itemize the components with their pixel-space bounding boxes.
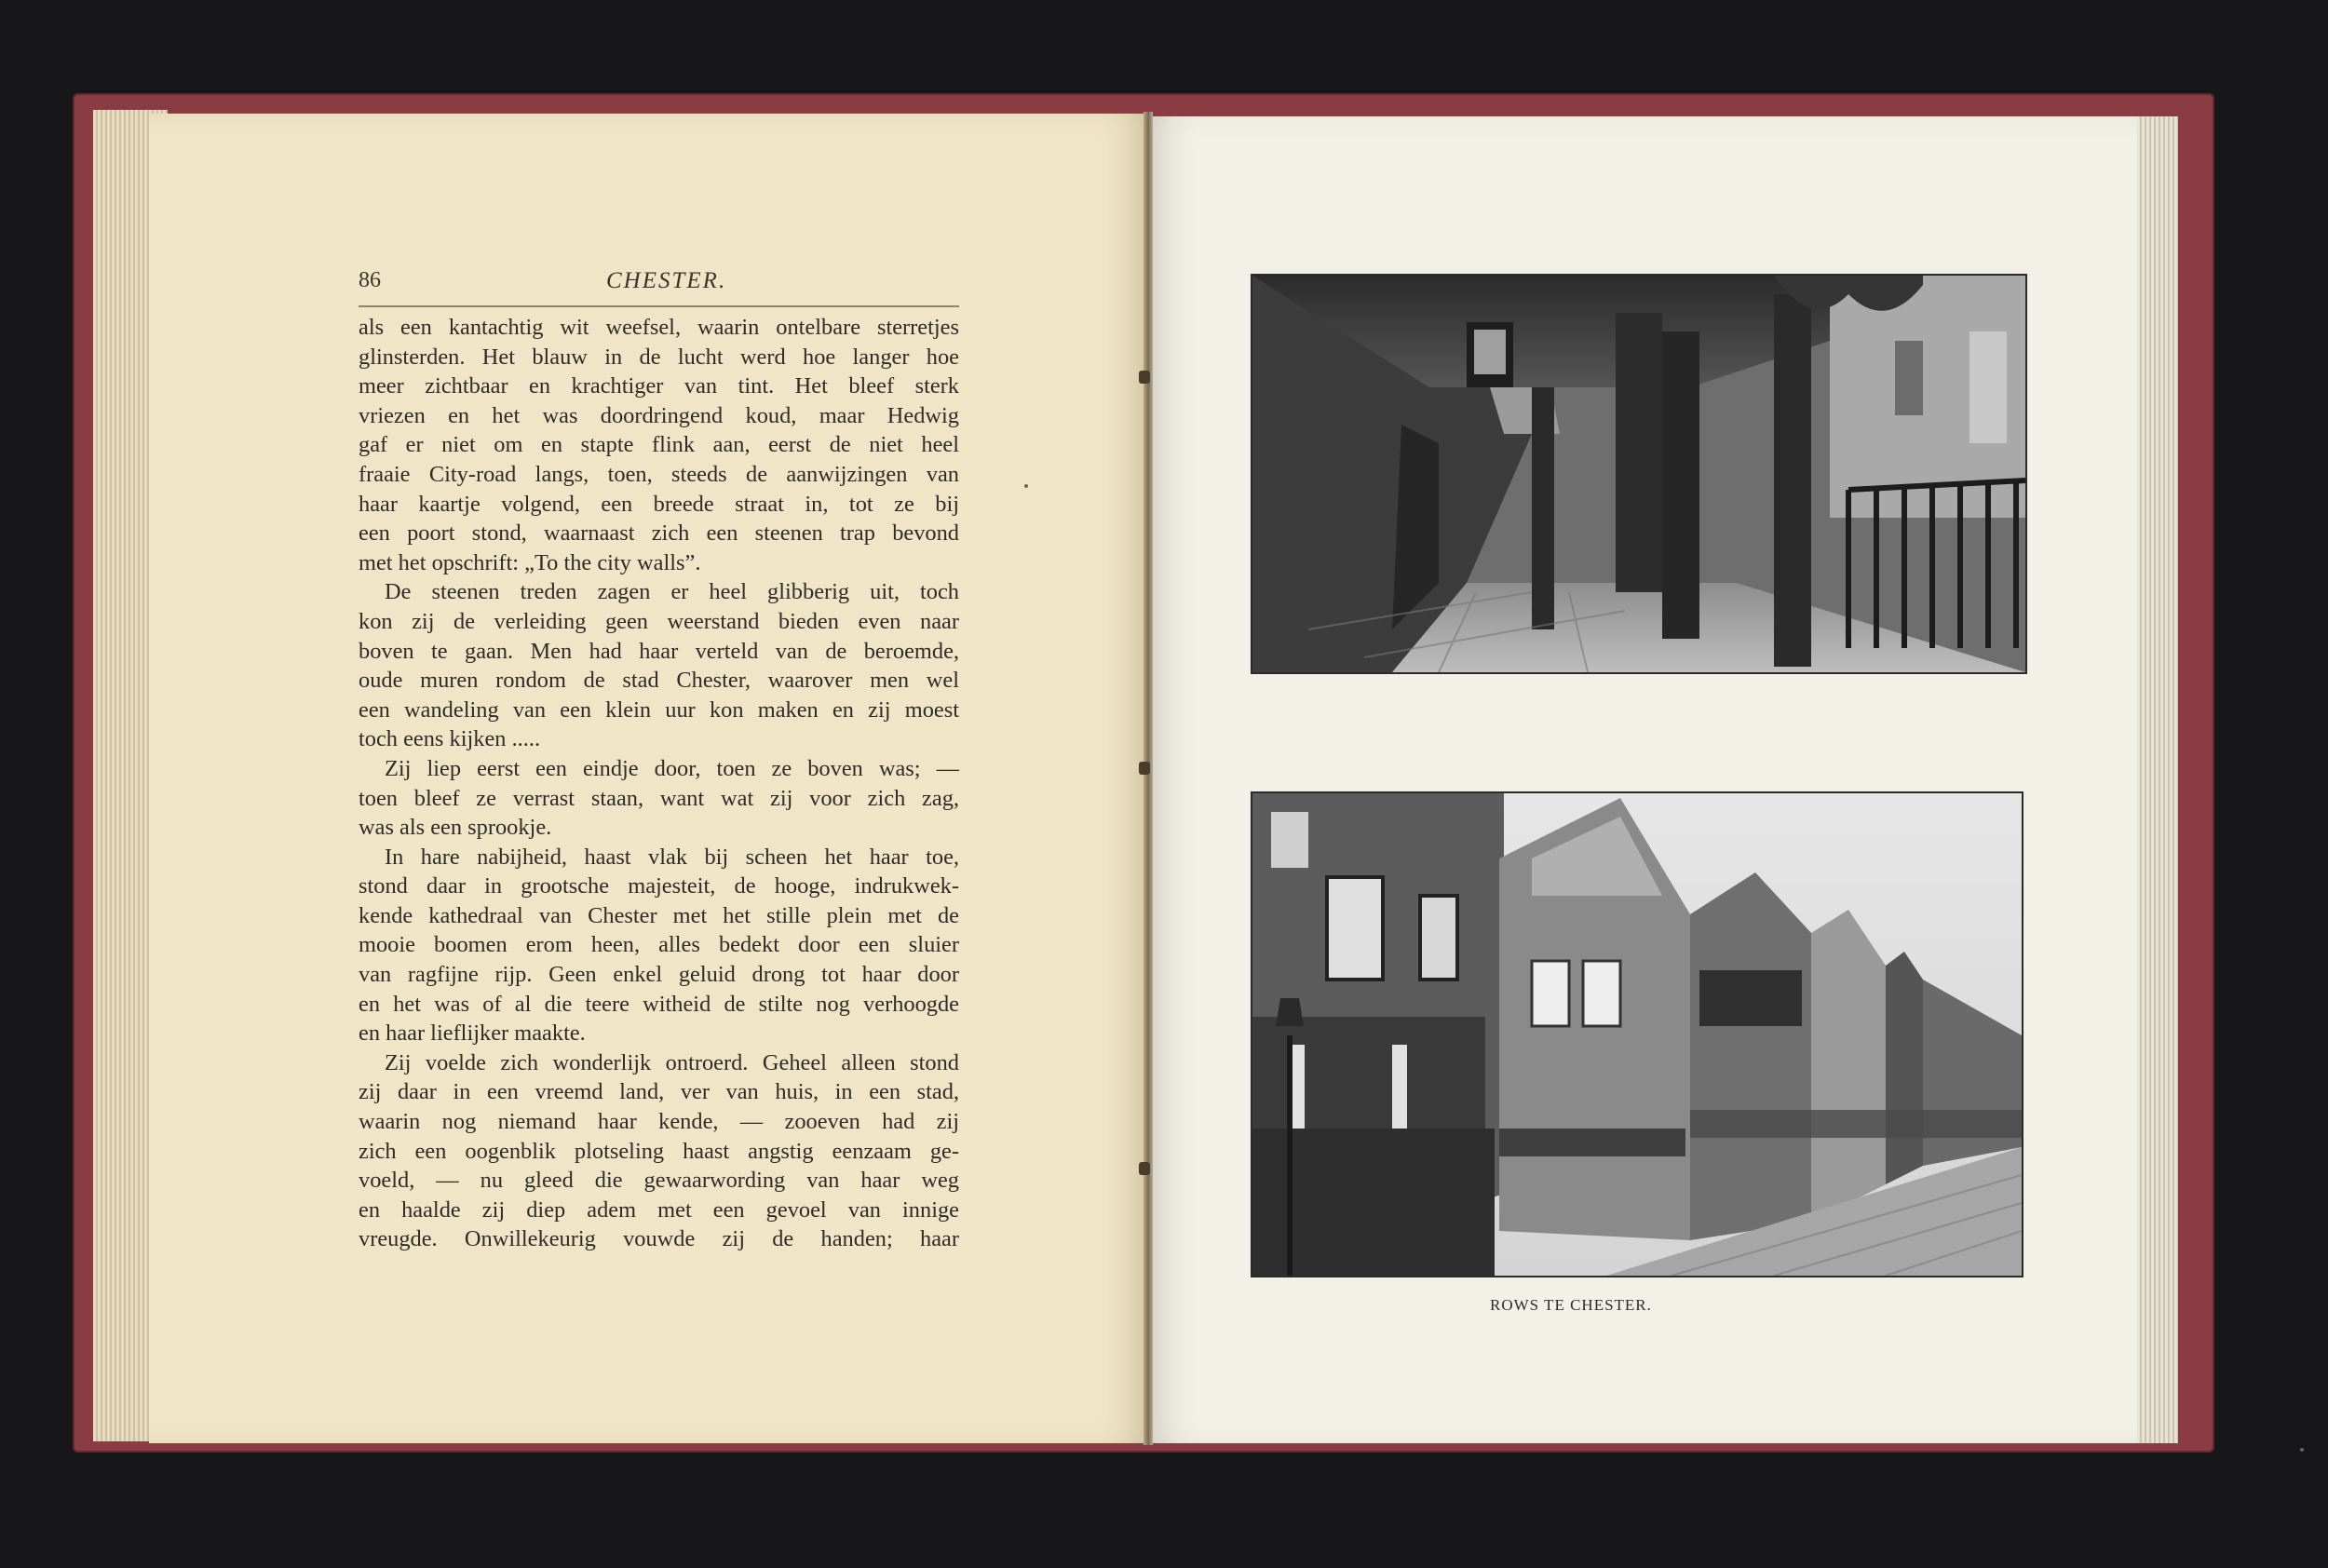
text-line: toch eens kijken ..... xyxy=(359,726,541,752)
text-line: zich een oogenblik plotseling haast angstig eenzaam ge- xyxy=(359,1138,959,1164)
text-line: vriezen en het was doordringend koud, maar Hedwig xyxy=(359,402,959,428)
text-line: mooie boomen erom heen, alles bedekt door een sluier xyxy=(359,932,959,958)
text-line: voeld, — nu gleed die gewaarwording van haar weg xyxy=(359,1168,959,1194)
photo-rows-gallery xyxy=(1251,274,2027,674)
page-number: 86 xyxy=(359,268,381,292)
text-line: vreugde. Onwillekeurig vouwde zij de handen; haar xyxy=(359,1226,959,1252)
text-line: De steenen treden zagen er heel glibberig uit, toch xyxy=(385,579,959,605)
text-line: kende kathedraal van Chester met het stille plein met de xyxy=(359,902,959,928)
text-line: Zij liep eerst een eindje door, toen ze boven was; — xyxy=(385,755,959,781)
body-text xyxy=(359,313,959,1254)
text-line: kon zij de verleiding geen weerstand bieden even naar xyxy=(359,608,959,634)
binding-stitch xyxy=(1139,1162,1150,1175)
text-line: glinsterden. Het blauw in de lucht werd hoe langer hoe xyxy=(359,344,959,370)
text-line: waarin nog niemand haar kende, — zooeven had zij xyxy=(359,1109,959,1135)
text-line: stond daar in grootsche majesteit, de hooge, indrukwek- xyxy=(359,873,959,899)
text-line: een wandeling van een klein uur kon maken en zij moest xyxy=(359,696,959,723)
text-line: gaf er niet om en stapte flink aan, eerst de niet heel xyxy=(359,432,959,458)
text-line: en haar lieflijker maakte. xyxy=(359,1021,586,1047)
text-line: en haalde zij diep adem met een gevoel van innige xyxy=(359,1196,959,1223)
text-line: toen bleef ze verrast staan, want wat zij voor zich zag, xyxy=(359,785,959,811)
text-line: Zij voelde zich wonderlijk ontroerd. Geheel alleen stond xyxy=(385,1049,959,1075)
paper-speck xyxy=(2300,1448,2304,1452)
text-line: In hare nabijheid, haast vlak bij scheen het haar toe, xyxy=(385,844,959,870)
text-line: oude muren rondom de stad Chester, waarover men wel xyxy=(359,668,959,694)
text-line: met het opschrift: „To the city walls”. xyxy=(359,549,701,575)
photo-caption: ROWS TE CHESTER. xyxy=(1490,1296,1652,1314)
text-line: en het was of al die teere witheid de stilte nog verhoogde xyxy=(359,991,959,1017)
binding-stitch xyxy=(1139,762,1150,775)
text-line: was als een sprookje. xyxy=(359,815,552,841)
text-line: zij daar in een vreemd land, ver van huis, in een stad, xyxy=(359,1079,959,1105)
page-edges-right xyxy=(2137,116,2178,1443)
text-line: als een kantachtig wit weefsel, waarin ontelbare sterretjes xyxy=(359,315,959,340)
paper-speck xyxy=(1024,484,1028,488)
binding-stitch xyxy=(1139,371,1150,384)
running-head xyxy=(359,268,959,307)
text-line: fraaie City-road langs, toen, steeds de aanwijzingen van xyxy=(359,461,959,487)
running-title: CHESTER. xyxy=(606,268,727,293)
text-line: van ragfijne rijp. Geen enkel geluid drong tot haar door xyxy=(359,962,959,988)
text-line: boven te gaan. Men had haar verteld van de beroemde, xyxy=(359,638,959,664)
book-gutter xyxy=(1144,112,1153,1445)
photo-rows-street xyxy=(1251,791,2023,1277)
text-line: een poort stond, waarnaast zich een steenen trap bevond xyxy=(359,520,959,547)
text-line: meer zichtbaar en krachtiger van tint. Het bleef sterk xyxy=(359,373,959,399)
text-line: haar kaartje volgend, een breede straat in, tot ze bij xyxy=(359,491,959,517)
